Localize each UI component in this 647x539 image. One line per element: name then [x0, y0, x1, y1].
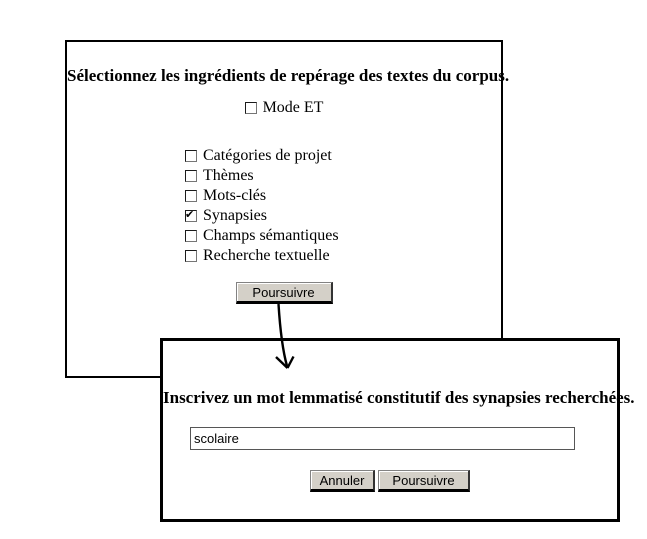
checkbox-label: Mots-clés	[203, 187, 267, 204]
dialog-title: Inscrivez un mot lemmatisé constitutif des synapsies recherchées.	[163, 388, 635, 407]
synapsies-checkbox[interactable]	[185, 210, 197, 222]
themes-checkbox[interactable]	[185, 170, 197, 182]
ingredient-selection-dialog	[65, 40, 510, 378]
word-entry-dialog	[160, 338, 635, 522]
button-row	[163, 470, 617, 492]
continue-button[interactable]: Poursuivre	[236, 282, 333, 304]
categories-checkbox[interactable]	[185, 150, 197, 162]
checkbox-label: Recherche textuelle	[203, 247, 330, 264]
checkbox-label: Synapsies	[203, 207, 267, 224]
criteria-checkbox-list	[185, 146, 501, 266]
mode-et-checkbox[interactable]	[245, 102, 257, 114]
check-icon: ✔	[185, 208, 195, 221]
mode-et-label: Mode ET	[262, 99, 324, 116]
champs-semantiques-checkbox[interactable]	[185, 230, 197, 242]
checkbox-row	[185, 226, 501, 246]
recherche-textuelle-checkbox[interactable]	[185, 250, 197, 262]
lemma-input[interactable]	[190, 427, 575, 450]
checkbox-row	[185, 206, 501, 226]
checkbox-row	[185, 166, 501, 186]
checkbox-label: Thèmes	[203, 167, 254, 184]
checkbox-row	[185, 246, 501, 266]
checkbox-label: Catégories de projet	[203, 147, 332, 164]
cancel-button[interactable]: Annuler	[310, 470, 375, 492]
checkbox-row	[185, 186, 501, 206]
dialog-title: Sélectionnez les ingrédients de repérage des textes du corpus.	[67, 66, 510, 85]
checkbox-row	[185, 146, 501, 166]
continue-button[interactable]: Poursuivre	[378, 470, 470, 492]
mode-et-row	[67, 101, 501, 115]
checkbox-label: Champs sémantiques	[203, 227, 339, 244]
mots-cles-checkbox[interactable]	[185, 190, 197, 202]
